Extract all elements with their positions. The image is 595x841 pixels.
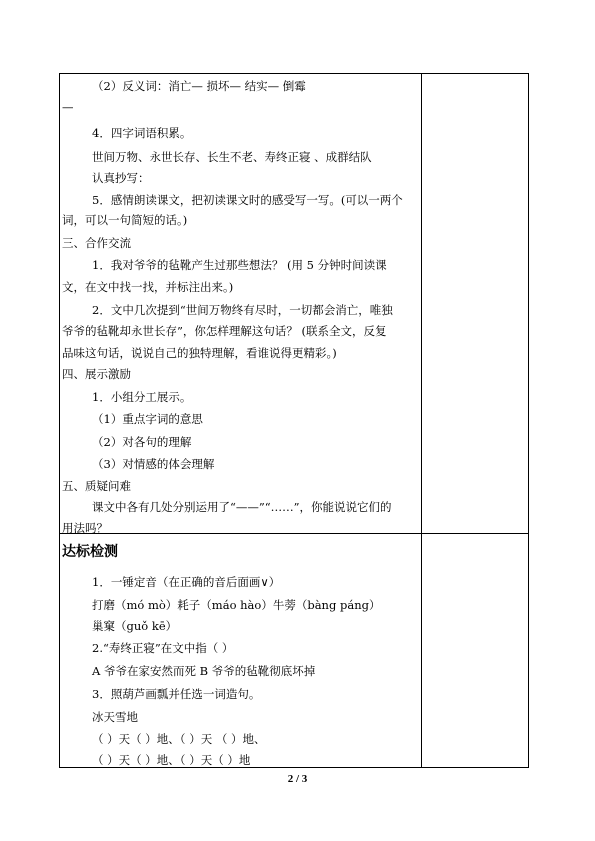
- text-line: 5．感情朗读课文，把初读课文时的感受写一写。(可以一两个: [92, 193, 403, 207]
- text-line: 4．四字词语积累。: [92, 126, 192, 140]
- text-line: （3）对情感的体会理解: [92, 457, 215, 471]
- text-line: 1．小组分工展示。: [92, 390, 192, 404]
- table-column-divider: [421, 73, 422, 768]
- table-border-right: [528, 73, 529, 768]
- section-heading-assessment: 达标检测: [62, 544, 118, 560]
- table-row-divider: [59, 533, 529, 534]
- text-line: 文，在文中找一找，并标注出来。): [62, 280, 234, 294]
- text-line: 2.“寿终正寝”在文中指（ ）: [92, 641, 234, 655]
- text-line: 1．我对爷爷的毡靴产生过那些想法？ (用 5 分钟时间读课: [92, 258, 387, 272]
- section-heading-cooperation: 三、合作交流: [62, 236, 131, 250]
- table-border-bottom: [59, 767, 529, 768]
- page-number: 2 / 3: [287, 773, 308, 785]
- table-border-left: [59, 73, 60, 768]
- text-line: 世间万物、永世长存、长生不老、寿终正寝 、成群结队: [92, 150, 372, 164]
- text-line: 冰天雪地: [92, 710, 138, 724]
- text-line: 爷爷的毡靴却永世长存”，你怎样理解这句话？ (联系全文，反复: [62, 324, 387, 338]
- text-line: （2）对各句的理解: [92, 435, 192, 449]
- text-line: （1）重点字词的意思: [92, 412, 203, 426]
- text-line: 3．照葫芦画瓢并任选一词造句。: [92, 687, 261, 701]
- text-line: 课文中各有几处分别运用了“——”“……”，你能说说它们的: [92, 500, 392, 514]
- text-line: （ ）天（ ）地、（ ）天（ ）地: [92, 753, 251, 767]
- section-heading-questions: 五、质疑问难: [62, 479, 131, 493]
- text-line: 品味这句话，说说自己的独特理解，看谁说得更精彩。): [62, 346, 337, 360]
- text-line: 词，可以一句简短的话。): [62, 213, 188, 227]
- text-line: —: [62, 100, 74, 114]
- text-line: 1．一锤定音（在正确的音后面画∨）: [92, 575, 281, 589]
- text-line: （ ）天（ ）地、（ ）天 （ ）地、: [92, 732, 266, 746]
- table-border-top: [59, 73, 529, 74]
- text-line: 认真抄写：: [92, 171, 150, 185]
- text-line: （2）反义词：消亡— 损坏— 结实— 倒霉: [92, 79, 306, 93]
- text-line: 巢窠（guǒ kē）: [92, 619, 178, 633]
- section-heading-display: 四、展示激励: [62, 367, 131, 381]
- text-line: 用法吗？: [62, 521, 108, 535]
- text-line: 打磨（mó mò）耗子（máo hào）牛蒡（bàng páng）: [92, 598, 381, 612]
- text-line: 2．文中几次提到“世间万物终有尽时，一切都会消亡，唯独: [92, 303, 393, 317]
- text-line: A 爷爷在家安然而死 B 爷爷的毡靴彻底坏掉: [92, 664, 316, 678]
